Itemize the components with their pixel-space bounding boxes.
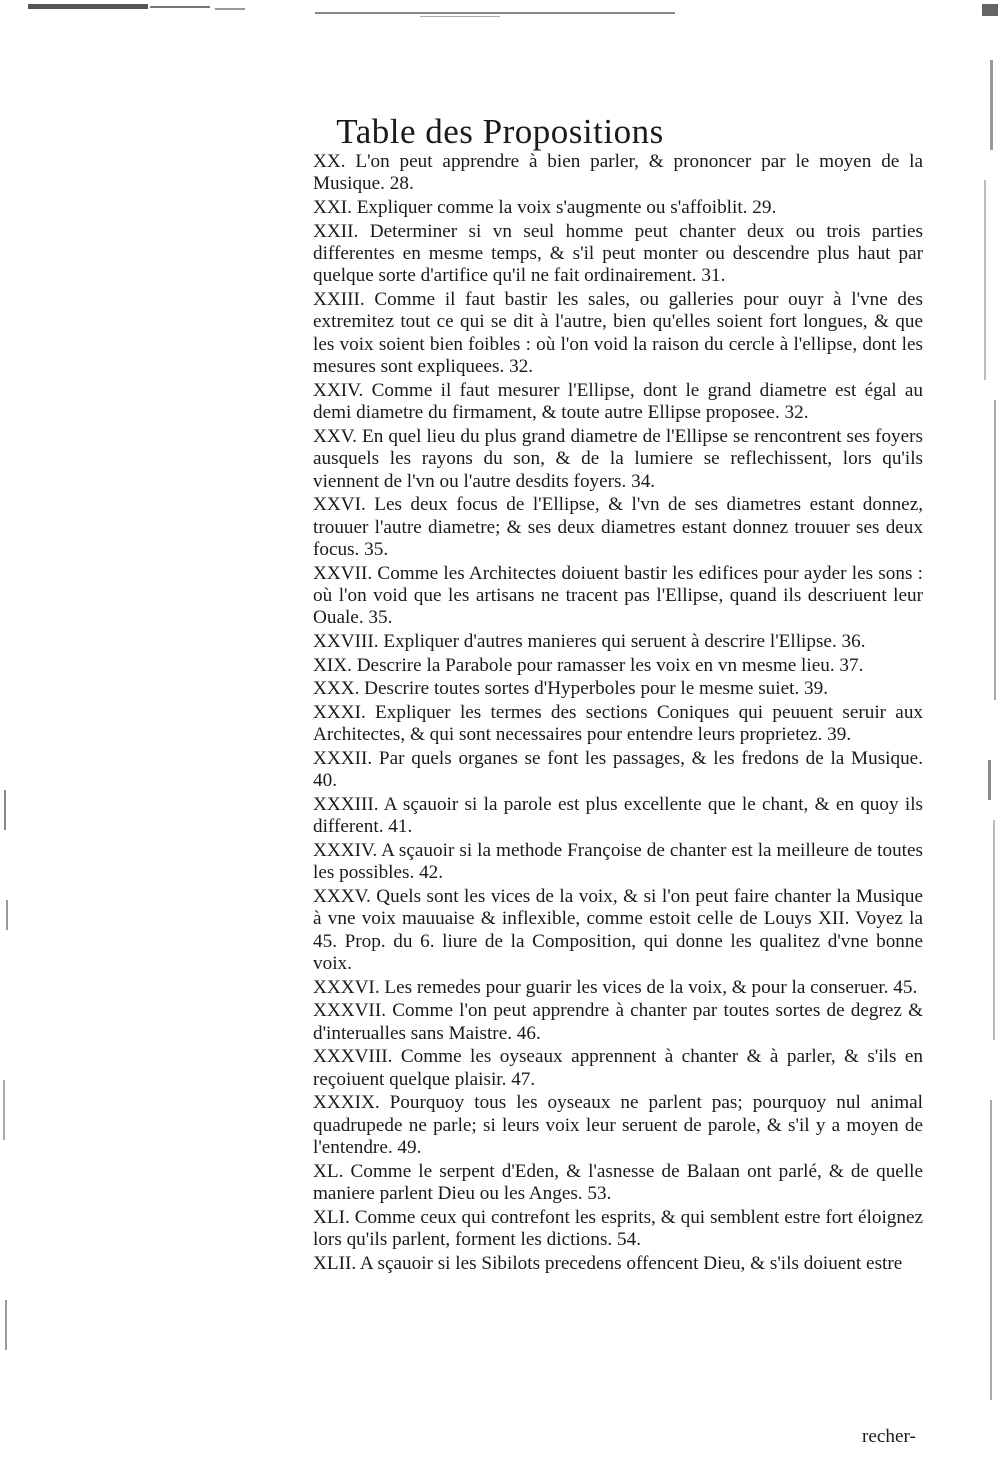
scan-edge-left <box>0 780 14 1460</box>
entry-number: XXIV. <box>313 379 364 401</box>
list-item <box>313 494 923 561</box>
list-item <box>313 1092 923 1159</box>
proposition-list <box>313 151 923 1276</box>
entry-number: XXII. <box>313 220 359 242</box>
list-item <box>313 380 923 425</box>
entry-number: XXIII. <box>313 289 365 310</box>
entry-text: Comme il faut bastir les sales, ou galleries pour ouyr à l'vne des extremitez tout ce qui se dit à l'autre, bien qu'elles soient fort longues, & que les voix soient bien foibles : où l'on void la raison du cercle à l'ellipse, dont les mesures sont expliquees. 32. <box>313 289 923 378</box>
list-item <box>313 563 923 630</box>
entry-text: Descrire la Parabole pour ramasser les voix en vn mesme lieu. 37. <box>356 654 864 676</box>
list-item <box>313 197 923 219</box>
entry-text: L'on peut apprendre à bien parler, & prononcer par le moyen de la Musique. 28. <box>313 151 924 195</box>
entry-text: Descrire toutes sortes d'Hyperboles pour le mesme suiet. 39. <box>364 678 829 700</box>
list-item <box>313 1046 923 1091</box>
entry-text: Determiner si vn seul homme peut chanter deux ou trois parties differentes en mesme temps, & s'il peut monter ou descendre plus haut par quelque sorte d'artifice qu'il ne fait ordinairement. 31. <box>313 220 924 287</box>
scan-edge-top <box>0 0 1000 22</box>
entry-text: Les remedes pour guarir les vices de la voix, & pour la conseruer. 45. <box>384 976 918 998</box>
entry-number: XXXVI. <box>313 976 380 998</box>
entry-number: XXXVII. <box>313 1000 387 1022</box>
entry-number: XL. <box>313 1160 344 1182</box>
entry-text: Comme le serpent d'Eden, & l'asnesse de Balaan ont parlé, & de quelle maniere parlent Dieu ou les Anges. 53. <box>313 1160 923 1205</box>
scan-edge-right <box>960 0 1000 1460</box>
entry-number: XXVIII. <box>313 631 379 653</box>
list-item <box>313 289 923 379</box>
entry-text: Expliquer d'autres manieres qui seruent à descrire l'Ellipse. 36. <box>383 631 866 653</box>
list-item <box>313 221 923 288</box>
entry-number: XXXIII. <box>313 793 379 815</box>
list-item <box>313 1000 923 1045</box>
entry-number: XIX. <box>313 654 352 676</box>
entry-text: A sçauoir si la methode Françoise de chanter est la meilleure de toutes les possibles. 42. <box>313 839 923 884</box>
entry-number: XXV. <box>313 425 357 447</box>
list-item <box>313 702 923 747</box>
entry-number: XX. <box>313 151 346 172</box>
page-title: Table des Propositions <box>336 112 664 151</box>
list-item <box>313 426 923 493</box>
list-item <box>313 1207 923 1252</box>
entry-number: XLI. <box>313 1206 350 1228</box>
entry-number: XXXIX. <box>313 1092 380 1114</box>
list-item <box>313 151 923 196</box>
entry-number: XXX. <box>313 678 360 700</box>
list-item <box>313 678 923 700</box>
list-item <box>313 655 923 677</box>
entry-number: XXXV. <box>313 885 371 907</box>
list-item <box>313 748 923 793</box>
entry-number: XXI. <box>313 197 352 218</box>
entry-text: Les deux focus de l'Ellipse, & l'vn de ses diametres estant donnez, trouuer l'autre diametre; & ses deux diametres estant donnez trouuer ses deux focus. 35. <box>313 494 924 561</box>
entry-text: Pourquoy tous les oyseaux ne parlent pas; pourquoy nul animal quadrupede ne parle; si leurs voix leur seruent de parole, & s'il y a moyen de l'entendre. 49. <box>313 1092 923 1159</box>
entry-number: XXXII. <box>313 747 373 769</box>
entry-number: XXXIV. <box>313 839 378 861</box>
list-item <box>313 794 923 839</box>
entry-text: Comme les Architectes doiuent bastir les edifices pour ayder les sons : où l'on void que les artisans ne tracent pas l'Ellipse, quand ils descriuent leur Ouale. 35. <box>313 562 923 629</box>
list-item <box>313 886 923 976</box>
entry-text: Par quels organes se font les passages, & les fredons de la Musique. 40. <box>313 747 923 792</box>
entry-text: En quel lieu du plus grand diametre de l'Ellipse se rencontrent ses foyers ausquels les rayons du son, & de la lumiere se reflechissent, lors qu'ils viennent de l'vn ou l'autre desdits foyers. 34. <box>313 425 924 492</box>
list-item <box>313 631 923 653</box>
entry-text: Comme ceux qui contrefont les esprits, & qui semblent estre fort éloignez lors qu'ils parlent, forment les dictions. 54. <box>313 1206 923 1251</box>
list-item <box>313 840 923 885</box>
entry-text: Comme les oyseaux apprennent à chanter & à parler, & s'ils en reçoiuent quelque plaisir. 47. <box>313 1046 924 1090</box>
entry-text: A sçauoir si la parole est plus excellente que le chant, & en quoy ils different. 41. <box>313 793 923 838</box>
catchword: recher- <box>862 1426 916 1447</box>
entry-text: Expliquer comme la voix s'augmente ou s'affoiblit. 29. <box>356 197 777 218</box>
list-item <box>313 1253 923 1275</box>
entry-text: Comme l'on peut apprendre à chanter par toutes sortes de degrez & d'interualles sans Maistre. 46. <box>313 1000 924 1044</box>
entry-number: XXXI. <box>313 701 366 723</box>
entry-number: XXVII. <box>313 562 373 584</box>
entry-text: A sçauoir si les Sibilots precedens offencent Dieu, & s'ils doiuent estre <box>359 1252 903 1274</box>
list-item <box>313 1161 923 1206</box>
entry-number: XXXVIII. <box>313 1046 393 1068</box>
list-item <box>313 977 923 999</box>
entry-text: Comme il faut mesurer l'Ellipse, dont le grand diametre est égal au demi diametre du firmament, & toute autre Ellipse proposee. 32. <box>313 379 923 424</box>
entry-text: Expliquer les termes des sections Coniques qui peuuent seruir aux Architectes, & qui sont necessaires pour entendre leurs proprietez. 39. <box>313 701 924 746</box>
entry-text: Quels sont les vices de la voix, & si l'on peut faire chanter la Musique à vne voix mauuaise & inflexible, comme estoit celle de Louys XII. Voyez la 45. Prop. du 6. liure de la Composition, qui donne les qualitez d'vne bonne voix. <box>313 885 924 975</box>
entry-number: XXVI. <box>313 494 366 516</box>
entry-number: XLII. <box>313 1252 357 1274</box>
